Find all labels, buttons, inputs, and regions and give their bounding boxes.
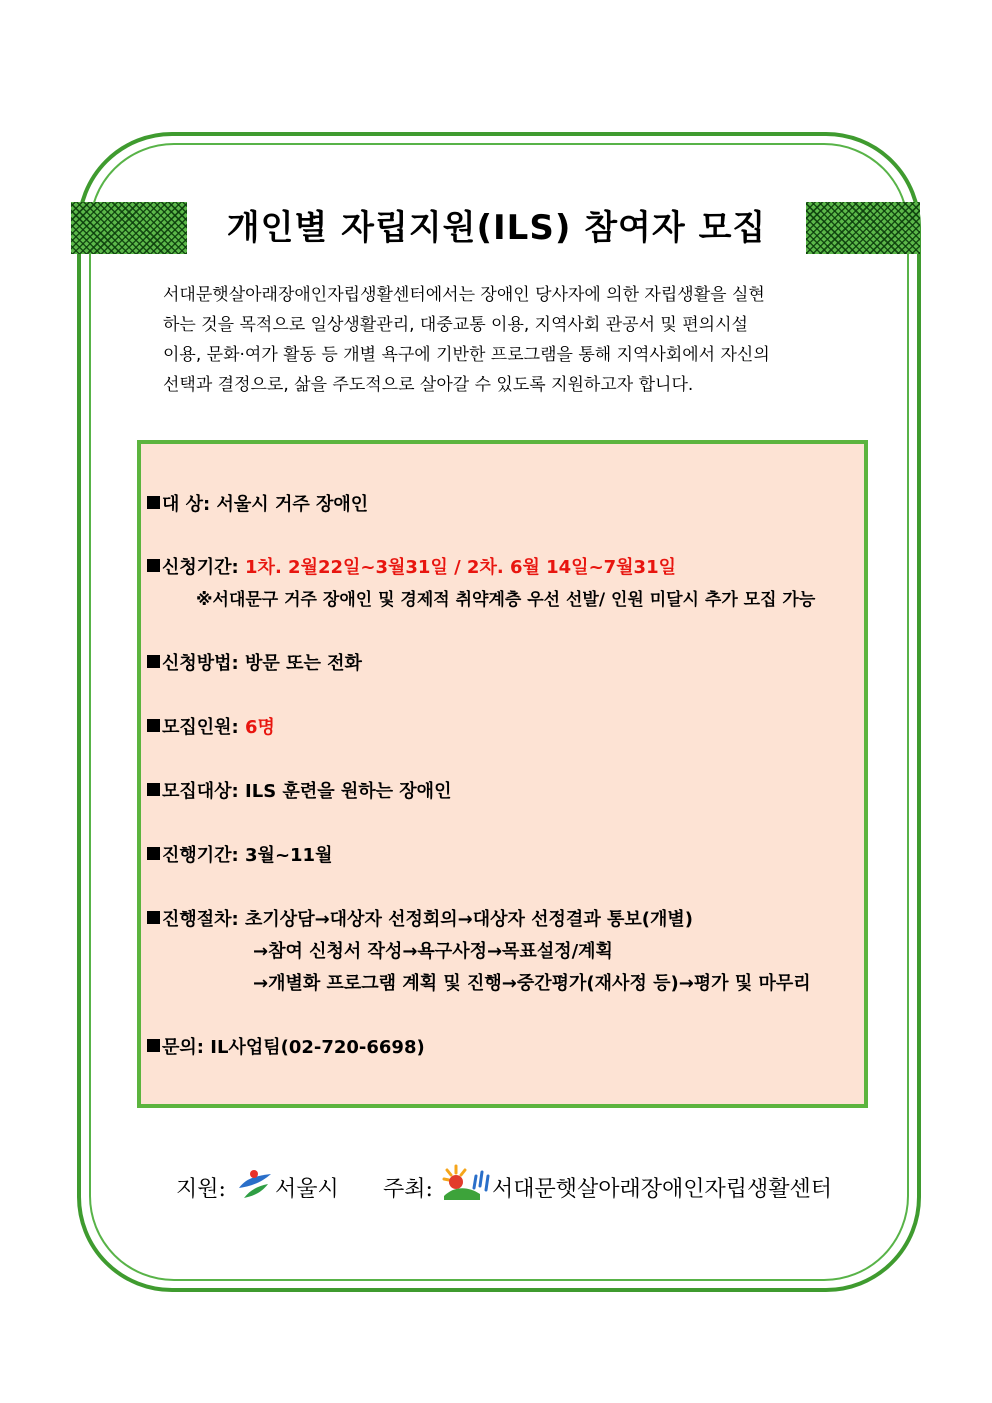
info-procedure bbox=[147, 907, 693, 933]
info-value: 초기상담→대상자 선정회의→대상자 선정결과 통보(개별) bbox=[245, 909, 693, 930]
intro-line: 서대문햇살아래장애인자립생활센터에서는 장애인 당사자에 의한 자립생활을 실현 bbox=[163, 285, 765, 305]
title-hatch-right bbox=[806, 202, 920, 254]
info-value: 6명 bbox=[245, 717, 275, 738]
intro-line: 하는 것을 목적으로 일상생활관리, 대중교통 이용, 지역사회 관공서 및 편의시설 bbox=[163, 315, 748, 335]
procedure-line: →참여 신청서 작성→욕구사정→목표설정/계획 bbox=[253, 941, 613, 962]
bullet-square-icon bbox=[147, 496, 160, 509]
intro-line: 이용, 문화·여가 활동 등 개별 욕구에 기반한 프로그램을 통해 지역사회에서 자신의 bbox=[163, 345, 770, 365]
info-recruit-count bbox=[147, 715, 275, 741]
info-value: 방문 또는 전화 bbox=[245, 653, 362, 674]
bullet-square-icon bbox=[147, 1039, 160, 1052]
info-value: IL사업팀(02-720-6698) bbox=[210, 1037, 425, 1058]
procedure-line: →개별화 프로그램 계획 및 진행→중간평가(재사정 등)→평가 및 마무리 bbox=[253, 973, 811, 994]
info-contact bbox=[147, 1035, 425, 1061]
bullet-square-icon bbox=[147, 559, 160, 572]
intro-line: 선택과 결정으로, 삶을 주도적으로 살아갈 수 있도록 지원하고자 합니다. bbox=[163, 375, 694, 395]
seoul-logo-icon bbox=[236, 1168, 274, 1202]
page-title: 개인별 자립지원(ILS) 참여자 모집 bbox=[226, 208, 767, 248]
info-label: 신청방법: bbox=[162, 653, 239, 674]
info-target bbox=[147, 492, 368, 518]
bullet-square-icon bbox=[147, 655, 160, 668]
host-label: 주최: bbox=[383, 1177, 433, 1202]
info-apply-period bbox=[147, 555, 676, 581]
info-label: 진행기간: bbox=[162, 845, 239, 866]
bullet-square-icon bbox=[147, 847, 160, 860]
info-label: 모집대상: bbox=[162, 781, 239, 802]
info-label: 진행절차: bbox=[162, 909, 239, 930]
info-apply-note: ※서대문구 거주 장애인 및 경제적 취약계층 우선 선발/ 인원 미달시 추가 모집 가능 bbox=[196, 590, 816, 610]
info-value: 1차. 2월22일~3월31일 / 2차. 6월 14일~7월31일 bbox=[245, 557, 676, 578]
info-apply-method bbox=[147, 651, 362, 677]
info-value: 3월~11월 bbox=[245, 845, 333, 866]
host-org: 서대문햇살아래장애인자립생활센터 bbox=[492, 1177, 833, 1202]
info-recruit-target bbox=[147, 779, 451, 805]
info-label: 신청기간: bbox=[162, 557, 239, 578]
footer bbox=[0, 1168, 992, 1208]
intro-paragraph bbox=[163, 280, 843, 400]
bullet-square-icon bbox=[147, 911, 160, 924]
info-label: 문의: bbox=[162, 1037, 204, 1058]
info-label: 대 상: bbox=[162, 494, 211, 515]
bullet-square-icon bbox=[147, 719, 160, 732]
info-value: ILS 훈련을 원하는 장애인 bbox=[245, 781, 452, 802]
support-label: 지원: bbox=[176, 1177, 226, 1202]
bullet-square-icon bbox=[147, 783, 160, 796]
info-progress-period bbox=[147, 843, 332, 869]
info-box bbox=[137, 440, 868, 1108]
info-value: 서울시 거주 장애인 bbox=[216, 494, 369, 515]
info-label: 모집인원: bbox=[162, 717, 239, 738]
title-hatch-left bbox=[71, 202, 187, 254]
support-org: 서울시 bbox=[275, 1177, 339, 1202]
center-logo-icon bbox=[442, 1162, 492, 1202]
